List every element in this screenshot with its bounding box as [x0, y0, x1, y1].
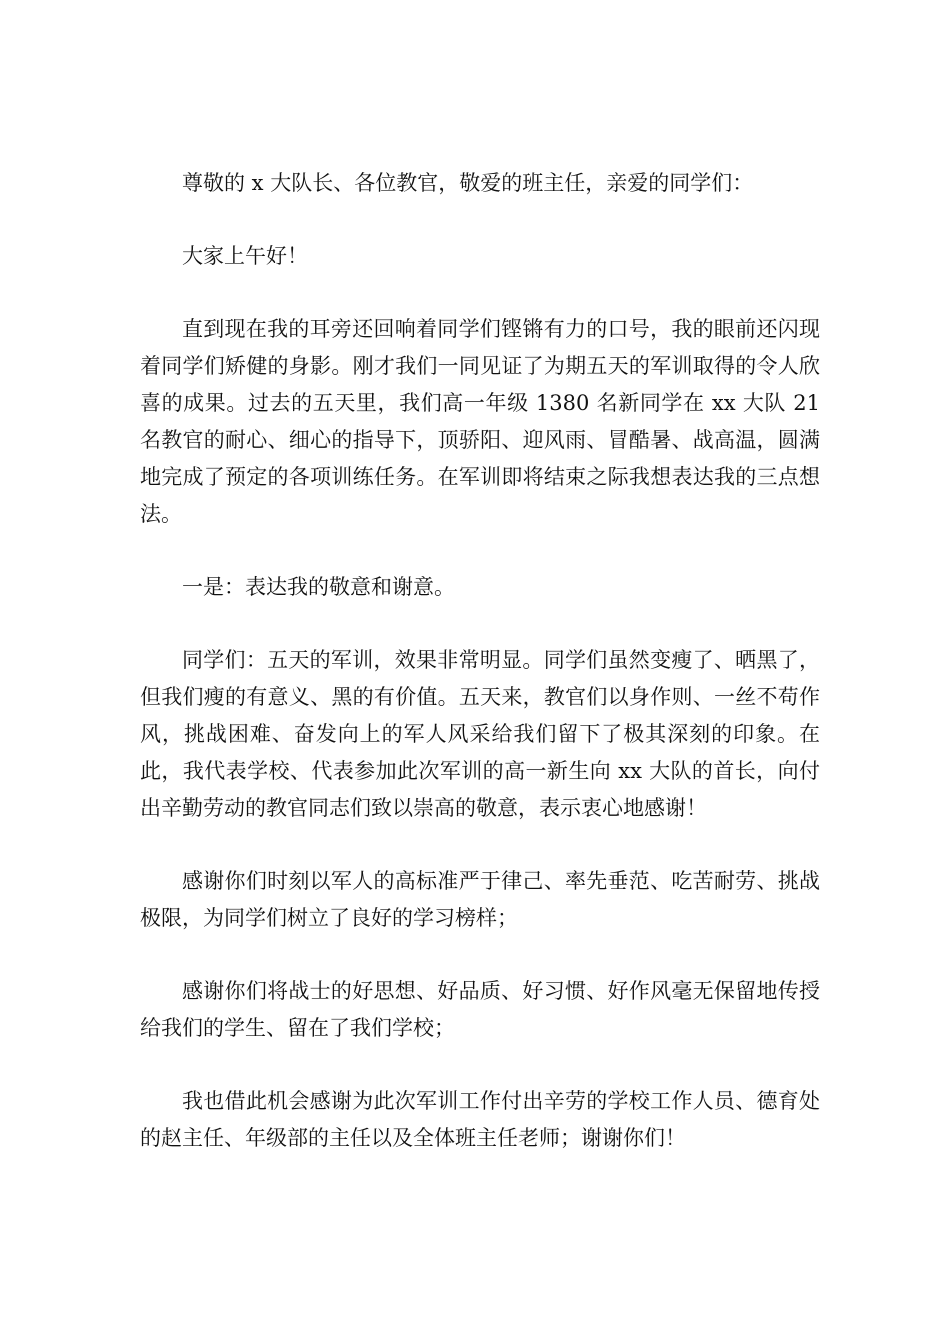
paragraph-thanks-legacy: 感谢你们将战士的好思想、好品质、好习惯、好作风毫无保留地传授给我们的学生、留在了我们学校； — [140, 979, 820, 1040]
paragraph-thanks-instructors: 同学们：五天的军训，效果非常明显。同学们虽然变瘦了、晒黑了，但我们瘦的有意义、黑的有价值。五天来，教官们以身作则、一丝不苟作风，挑战困难、奋发向上的军人风采给我们留下了极其深刻的印象。在此，我代表学校、代表参加此次军训的高一新生向 xx 大队的首长，向付出辛勤劳动的教官同志们致以崇高的敬意，表示衷心地感谢！ — [140, 648, 820, 820]
paragraph-thanks-example: 感谢你们时刻以军人的高标准严于律己、率先垂范、吃苦耐劳、挑战极限，为同学们树立了良好的学习榜样； — [140, 869, 820, 930]
paragraph-intro: 直到现在我的耳旁还回响着同学们铿锵有力的口号，我的眼前还闪现着同学们矫健的身影。刚才我们一同见证了为期五天的军训取得的令人欣喜的成果。过去的五天里，我们高一年级 1380 名新同学在 xx 大队 21 名教官的耐心、细心的指导下，顶骄阳、迎风雨、冒酷暑、战高温，圆满地完成了预定的各项训练任务。在军训即将结束之际我想表达我的三点想法。 — [140, 317, 820, 526]
paragraph-thanks-staff: 我也借此机会感谢为此次军训工作付出辛劳的学校工作人员、德育处的赵主任、年级部的主任以及全体班主任老师；谢谢你们！ — [140, 1089, 820, 1150]
salutation: 尊敬的 x 大队长、各位教官，敬爱的班主任，亲爱的同学们： — [182, 171, 754, 195]
paragraph-point-one: 一是：表达我的敬意和谢意。 — [182, 575, 455, 599]
document-body — [140, 165, 820, 1193]
greeting: 大家上午好！ — [182, 244, 308, 268]
